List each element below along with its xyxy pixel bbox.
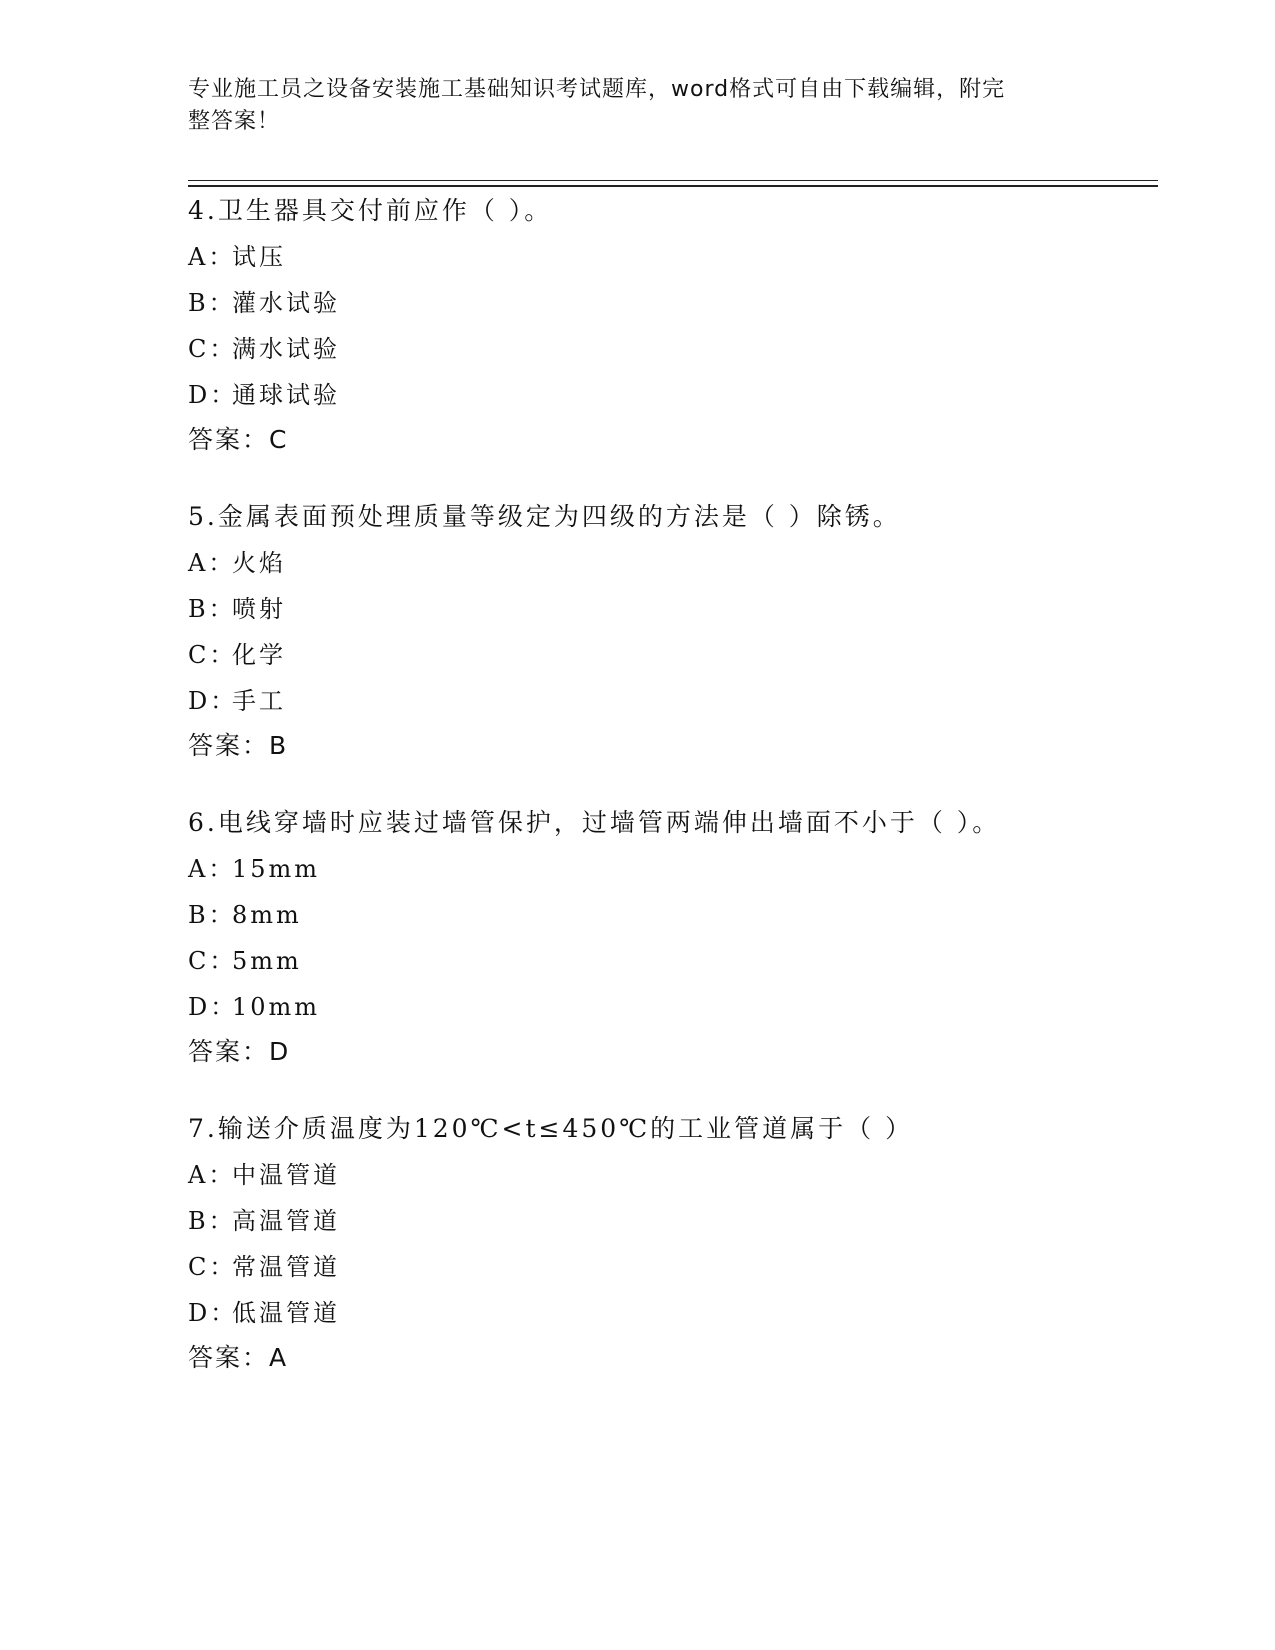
question-5 <box>188 494 1178 768</box>
option-key: B： <box>188 1207 236 1235</box>
option-key: C： <box>188 641 237 669</box>
option-a <box>188 846 1178 892</box>
question-7 <box>188 1106 1178 1380</box>
option-a <box>188 540 1178 586</box>
option-key: C： <box>188 947 237 975</box>
intro-line: 专业施工员之设备安装施工基础知识考试题库，word格式可自由下载编辑，附完 <box>188 77 1006 102</box>
option-c <box>188 326 1178 372</box>
option-text: 8mm <box>232 901 302 929</box>
option-key: C： <box>188 335 237 363</box>
option-key: B： <box>188 289 236 317</box>
option-c <box>188 632 1178 678</box>
option-key: C： <box>188 1253 237 1281</box>
option-text: 手工 <box>232 687 286 715</box>
option-key: B： <box>188 901 236 929</box>
option-d <box>188 1290 1178 1336</box>
option-key: D： <box>188 687 238 715</box>
option-text: 15mm <box>232 855 321 883</box>
option-text: 高温管道 <box>232 1207 340 1235</box>
option-a <box>188 1152 1178 1198</box>
answer-line: 答案：B <box>188 731 289 760</box>
option-text: 火焰 <box>232 549 286 577</box>
option-key: D： <box>188 381 238 409</box>
option-key: B： <box>188 595 236 623</box>
option-b <box>188 280 1178 326</box>
option-key: A： <box>188 855 236 883</box>
option-text: 试压 <box>232 243 286 271</box>
option-c <box>188 1244 1178 1290</box>
question-stem: 6.电线穿墙时应装过墙管保护，过墙管两端伸出墙面不小于（ ）。 <box>188 808 1001 837</box>
option-text: 化学 <box>232 641 286 669</box>
answer-line: 答案：D <box>188 1037 291 1066</box>
option-text: 灌水试验 <box>232 289 340 317</box>
option-d <box>188 372 1178 418</box>
option-text: 喷射 <box>232 595 286 623</box>
header-divider <box>188 180 1158 181</box>
option-d <box>188 678 1178 724</box>
question-stem: 7.输送介质温度为120℃<t≤450℃的工业管道属于（ ） <box>188 1114 914 1143</box>
option-key: A： <box>188 1161 236 1189</box>
option-text: 低温管道 <box>232 1299 340 1327</box>
answer-line: 答案：C <box>188 425 289 454</box>
option-key: A： <box>188 549 236 577</box>
option-key: A： <box>188 243 236 271</box>
option-a <box>188 234 1178 280</box>
option-b <box>188 892 1178 938</box>
question-6 <box>188 800 1178 1074</box>
option-b <box>188 586 1178 632</box>
answer-line: 答案：A <box>188 1343 289 1372</box>
option-text: 5mm <box>232 947 302 975</box>
option-text: 常温管道 <box>232 1253 340 1281</box>
option-text: 中温管道 <box>232 1161 340 1189</box>
question-stem: 5.金属表面预处理质量等级定为四级的方法是（ ）除锈。 <box>188 502 901 531</box>
option-text: 10mm <box>232 993 321 1021</box>
option-key: D： <box>188 1299 238 1327</box>
option-c <box>188 938 1178 984</box>
option-key: D： <box>188 993 238 1021</box>
option-b <box>188 1198 1178 1244</box>
question-4 <box>188 188 1178 462</box>
question-stem: 4.卫生器具交付前应作（ ）。 <box>188 196 553 225</box>
intro-line: 整答案！ <box>188 109 281 134</box>
option-text: 满水试验 <box>232 335 340 363</box>
header-divider <box>188 185 1158 187</box>
option-text: 通球试验 <box>232 381 340 409</box>
option-d <box>188 984 1178 1030</box>
question-list <box>188 188 1178 1412</box>
document-intro <box>188 74 1068 138</box>
